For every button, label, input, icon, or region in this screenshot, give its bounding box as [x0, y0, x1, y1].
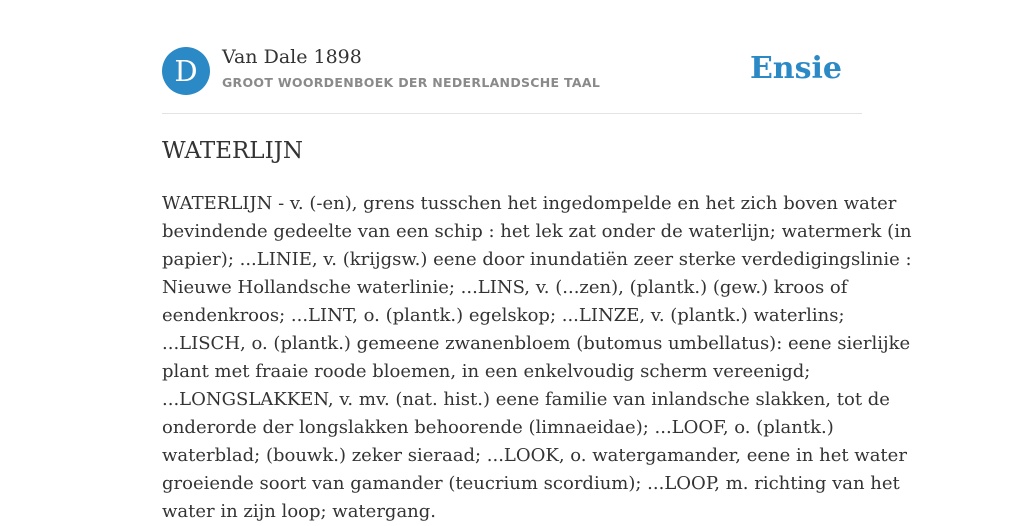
definition-line: plant met fraaie roode bloemen, in een enkelvoudig scherm vereenigd;	[162, 361, 811, 382]
source-logo[interactable]: D	[162, 47, 210, 95]
definition-line: water in zijn loop; watergang.	[162, 501, 437, 522]
definition-line: ...LISCH, o. (plantk.) gemeene zwanenbloem (butomus umbellatus): eene sierlijke	[162, 333, 911, 354]
definition-line: eendenkroos; ...LINT, o. (plantk.) egelskop; ...LINZE, v. (plantk.) waterlins;	[162, 305, 845, 326]
header-divider	[162, 113, 862, 114]
entry-title: WATERLIJN	[162, 138, 303, 164]
definition-line: ...LONGSLAKKEN, v. mv. (nat. hist.) eene familie van inlandsche slakken, tot de	[162, 389, 890, 410]
definition-line: papier); ...LINIE, v. (krijgsw.) eene door inundatiën zeer sterke verdedigingslinie :	[162, 249, 912, 270]
definition-line: bevindende gedeelte van een schip : het lek zat onder de waterlijn; watermerk (in	[162, 221, 912, 242]
source-title[interactable]: Van Dale 1898	[222, 46, 362, 68]
definition-line: WATERLIJN - v. (-en), grens tusschen het ingedompelde en het zich boven water	[162, 193, 897, 214]
definition-line: onderorde der longslakken behoorende (limnaeidae); ...LOOF, o. (plantk.)	[162, 417, 834, 438]
definition-line: groeiende soort van gamander (teucrium scordium); ...LOOP, m. richting van het	[162, 473, 900, 494]
site-header	[162, 46, 862, 96]
entry-definition	[162, 190, 912, 526]
source-subtitle: GROOT WOORDENBOEK DER NEDERLANDSCHE TAAL	[222, 75, 601, 90]
definition-line: Nieuwe Hollandsche waterlinie; ...LINS, v. (...zen), (plantk.) (gew.) kroos of	[162, 277, 848, 298]
brand-logo[interactable]: Ensie	[749, 51, 842, 86]
definition-line: waterblad; (bouwk.) zeker sieraad; ...LOOK, o. watergamander, eene in het water	[162, 445, 907, 466]
